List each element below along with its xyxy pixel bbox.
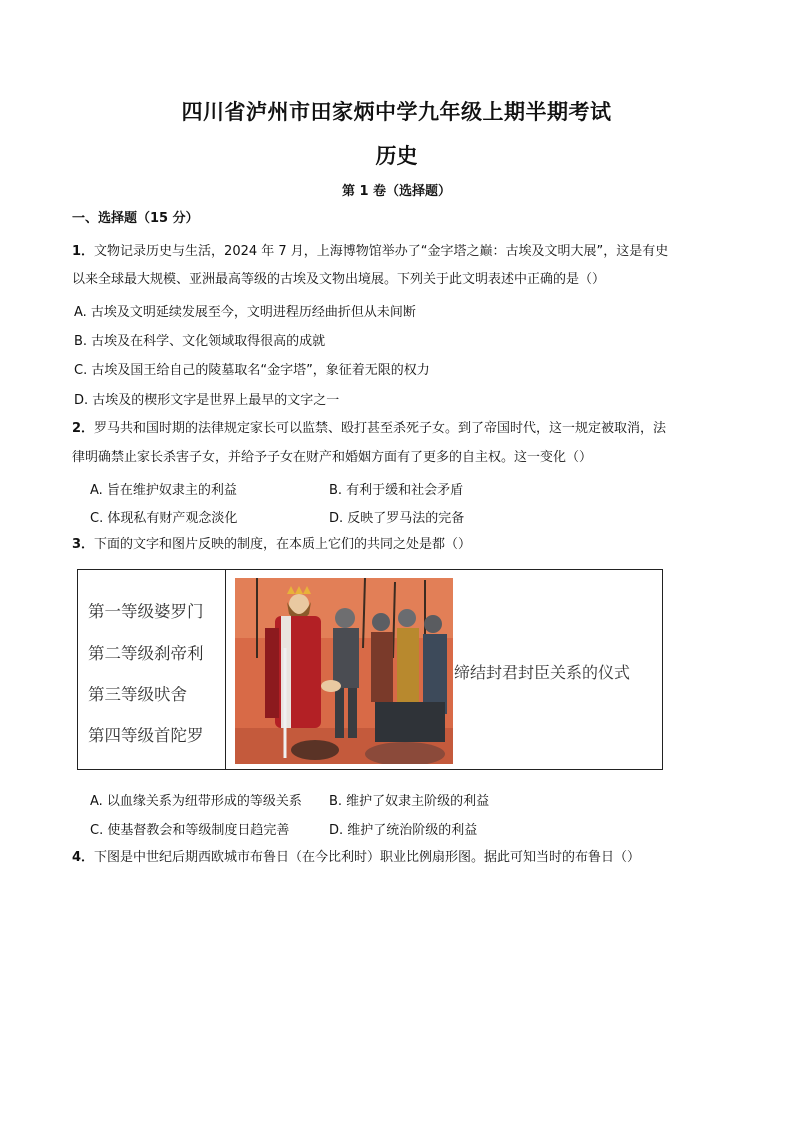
question-1-line-2: 以来全球最大规模、亚洲最高等级的古埃及文物出境展。下列关于此文明表述中正确的是（） <box>72 272 606 287</box>
question-text: 文物记录历史与生活，2024 年 7 月，上海博物馆举办了“金字塔之巅：古埃及文明大展”，这是有史 <box>94 244 669 259</box>
question-3-option-b: B. 维护了奴隶主阶级的利益 <box>329 794 490 809</box>
question-text: 下面的文字和图片反映的制度，在本质上它们的共同之处是都（） <box>94 537 472 552</box>
question-1-line-1 <box>72 244 668 260</box>
question-number: 2． <box>72 421 95 436</box>
subject-title: 历史 <box>375 143 418 168</box>
question-1-option-c: C. 古埃及国王给自己的陵墓取名“金字塔”，象征着无限的权力 <box>74 363 430 378</box>
question-2-line-1 <box>72 421 666 437</box>
question-number: 3． <box>72 537 95 552</box>
question-2-option-d: D. 反映了罗马法的完备 <box>329 511 465 526</box>
question-2-option-b: B. 有利于缓和社会矛盾 <box>329 483 464 498</box>
question-2-line-2: 律明确禁止家长杀害子女，并给予子女在财产和婚姻方面有了更多的自主权。这一变化（） <box>72 450 593 465</box>
question-3-option-a: A. 以血缘关系为纽带形成的等级关系 <box>90 794 302 809</box>
question-text: 罗马共和国时期的法律规定家长可以监禁、殴打甚至杀死子女。到了帝国时代，这一规定被取消，法 <box>94 421 667 436</box>
question-2-option-a: A. 旨在维护奴隶主的利益 <box>90 483 237 498</box>
question-1-option-b: B. 古埃及在科学、文化领域取得很高的成就 <box>74 334 326 349</box>
question-number: 1． <box>72 244 95 259</box>
caste-1: 第一等级婆罗门 <box>88 602 204 621</box>
question-1-option-a: A. 古埃及文明延续发展至今，文明进程历经曲折但从未间断 <box>74 305 416 320</box>
question-number: 4． <box>72 850 95 865</box>
question-1-option-d: D. 古埃及的楔形文字是世界上最早的文字之一 <box>74 393 340 408</box>
question-2-option-c: C. 体现私有财产观念淡化 <box>90 511 238 526</box>
question-3-option-c: C. 使基督教会和等级制度日趋完善 <box>90 823 290 838</box>
caste-2: 第二等级刹帝利 <box>88 644 204 663</box>
question-3-line-1 <box>72 537 471 553</box>
caste-list <box>78 570 226 769</box>
homage-ceremony-painting <box>235 578 453 764</box>
question-3-figure <box>77 569 663 770</box>
volume-heading: 第 1 卷（选择题） <box>341 184 452 199</box>
question-3-option-d: D. 维护了统治阶级的利益 <box>329 823 478 838</box>
question-text: 下图是中世纪后期西欧城市布鲁日（在今比利时）职业比例扇形图。据此可知当时的布鲁日（） <box>94 850 641 865</box>
question-4-line-1 <box>72 850 640 866</box>
caste-3: 第三等级吠舍 <box>88 685 187 704</box>
section-heading: 一、选择题（15 分） <box>72 211 199 226</box>
caste-4: 第四等级首陀罗 <box>88 726 204 745</box>
exam-title: 四川省泸州市田家炳中学九年级上期半期考试 <box>181 99 612 124</box>
painting-caption: 缔结封君封臣关系的仪式 <box>454 663 631 682</box>
